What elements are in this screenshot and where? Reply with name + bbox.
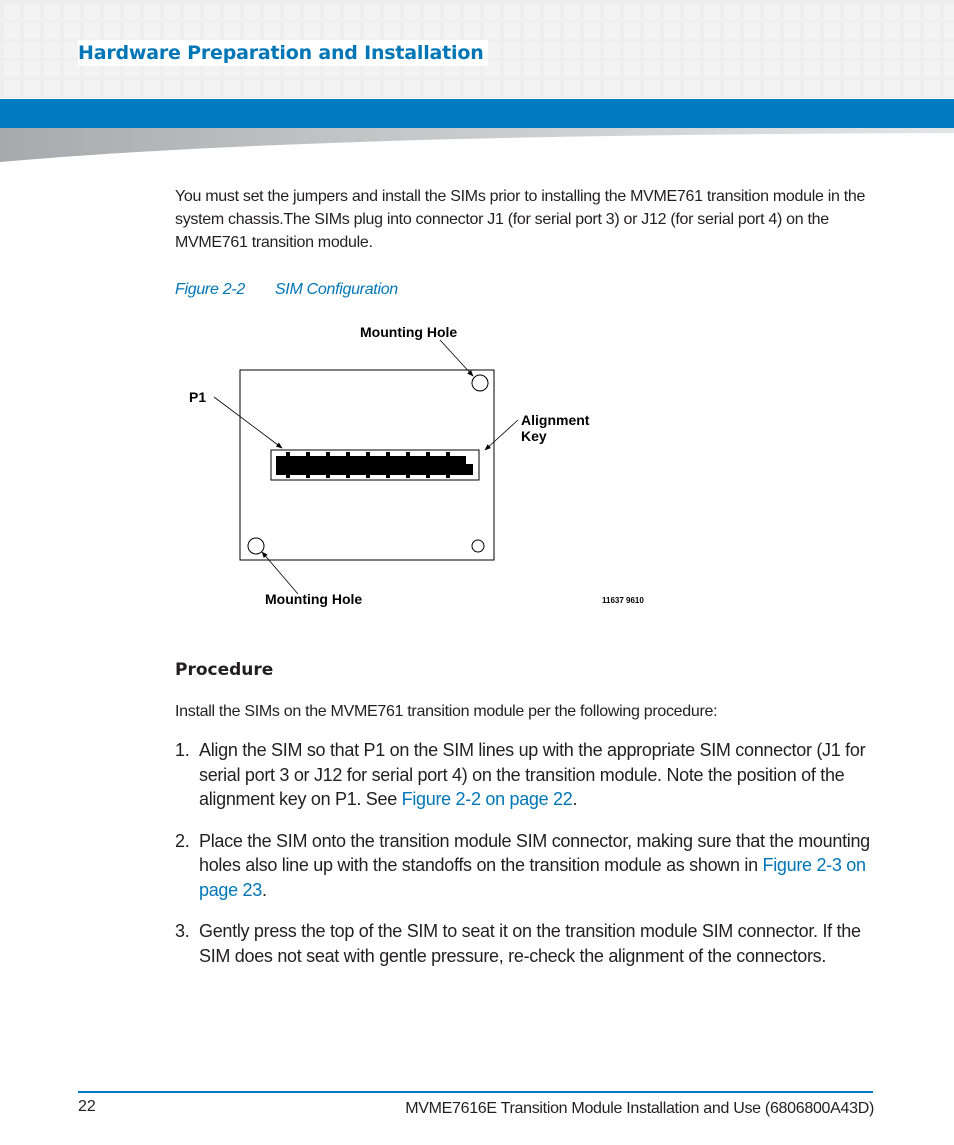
header-grid-square (784, 80, 800, 96)
label-alignment-key-line2: Key (521, 428, 547, 444)
header-grid-square (144, 4, 160, 20)
header-grid-square (564, 80, 580, 96)
figure-2-2-link[interactable]: Figure 2-2 on page 22 (401, 789, 573, 809)
step-number: 3. (175, 921, 190, 941)
header-grid-square (384, 23, 400, 39)
header-grid-square (824, 61, 840, 77)
header-grid-square (864, 61, 880, 77)
header-grid-square (584, 80, 600, 96)
header-grid-square (404, 80, 420, 96)
header-grid-square (884, 23, 900, 39)
mounting-hole-top-right (472, 375, 488, 391)
header-grid-square (704, 23, 720, 39)
header-grid-square (944, 4, 954, 20)
header-grid-square (424, 23, 440, 39)
header-grid-square (784, 23, 800, 39)
header-grid-square (584, 61, 600, 77)
header-grid-square (104, 80, 120, 96)
leader-p1 (214, 397, 282, 448)
header-grid-square (904, 61, 920, 77)
header-grid-square (924, 23, 940, 39)
header-grid-square (804, 61, 820, 77)
header-grid-square (944, 61, 954, 77)
header-grid-square (404, 23, 420, 39)
header-grid-square (524, 23, 540, 39)
header-grid-square (224, 23, 240, 39)
header-grid-square (804, 42, 820, 58)
header-grid-square (724, 4, 740, 20)
header-grid-square (284, 4, 300, 20)
p1-connector-body (276, 456, 473, 475)
procedure-heading: Procedure (175, 660, 274, 680)
step-text-end: . (261, 879, 267, 900)
header-grid-square (364, 4, 380, 20)
header-grid-square (344, 23, 360, 39)
header-blue-bar (0, 99, 954, 128)
header-grid-square (424, 80, 440, 96)
header-grid-square (284, 23, 300, 39)
header-grid-square (504, 61, 520, 77)
header-grid-square (264, 80, 280, 96)
leader-alignment-key (485, 420, 518, 450)
header-grid-square (804, 80, 820, 96)
header-grid-square (784, 61, 800, 77)
header-grid-square (604, 23, 620, 39)
header-grid-square (884, 42, 900, 58)
header-grid-square (304, 23, 320, 39)
document-title: MVME7616E Transition Module Installation and Use (6806800A43D) (405, 1100, 874, 1117)
header-grid-square (64, 23, 80, 39)
header-grid-square (24, 80, 40, 96)
header-grid-square (684, 23, 700, 39)
header-grid-square (844, 23, 860, 39)
header-grid-square (224, 4, 240, 20)
header-grid-square (424, 4, 440, 20)
mounting-hole-bottom-left (248, 538, 264, 554)
header-grid-square (864, 42, 880, 58)
header-grid-square (84, 80, 100, 96)
header-grid-square (204, 4, 220, 20)
header-grid-square (664, 61, 680, 77)
header-grid-square (844, 42, 860, 58)
header-grid-square (704, 42, 720, 58)
step-number: 1. (175, 740, 190, 760)
step-text: Align the SIM so that P1 on the SIM lines up with the appropriate SIM connector (J1 for serial port 3 or J12 for serial port 4) on the transition module. Note the position of the alignment key on P1. See (199, 740, 866, 809)
footer-rule (78, 1091, 873, 1093)
header-grid-square (844, 80, 860, 96)
header-grid-square (524, 42, 540, 58)
label-mounting-hole-top: Mounting Hole (360, 324, 458, 340)
label-p1: P1 (189, 389, 207, 405)
figure-2-3-link[interactable]: Figure 2-3 on page 23 (199, 855, 866, 900)
header-grid-square (544, 61, 560, 77)
header-grid-square (604, 61, 620, 77)
header-grid-square (24, 42, 40, 58)
header-grid-square (764, 42, 780, 58)
header-grid-square (624, 80, 640, 96)
header-grid-square (144, 23, 160, 39)
header-grid-square (24, 23, 40, 39)
header-grid-square (464, 80, 480, 96)
procedure-step-3 (175, 919, 875, 968)
header-grid-square (544, 42, 560, 58)
header-grid-square (504, 4, 520, 20)
header-grid-square (64, 80, 80, 96)
header-grid-square (924, 80, 940, 96)
header-grid-square (4, 42, 20, 58)
mounting-hole-bottom-right (472, 540, 484, 552)
header-grid-square (904, 42, 920, 58)
header-grid-square (464, 23, 480, 39)
header-grid-square (124, 4, 140, 20)
header-grid-square (604, 80, 620, 96)
header-grid-square (724, 23, 740, 39)
header-grid-square (184, 80, 200, 96)
header-grid-square (344, 80, 360, 96)
procedure-intro: Install the SIMs on the MVME761 transition module per the following procedure: (175, 703, 718, 720)
header-grid-square (824, 42, 840, 58)
header-grid-square (564, 4, 580, 20)
header-grid-square (504, 42, 520, 58)
header-grid-square (724, 61, 740, 77)
header-grid-square (624, 61, 640, 77)
header-grid-square (444, 23, 460, 39)
header-grid-square (324, 4, 340, 20)
header-grid-square (684, 61, 700, 77)
header-grid-square (164, 80, 180, 96)
header-grid-square (544, 80, 560, 96)
header-grid-square (884, 80, 900, 96)
header-grid-square (164, 4, 180, 20)
header-grid-square (624, 23, 640, 39)
header-grid-square (764, 23, 780, 39)
page-number: 22 (78, 1098, 96, 1115)
header-grid-square (444, 4, 460, 20)
header-grid-square (744, 80, 760, 96)
intro-paragraph: You must set the jumpers and install the SIMs prior to installing the MVME761 transition module in the system chassis.The SIMs plug into connector J1 (for serial port 3) or J12 (for serial port 4) on the MVME761 transition module. (175, 188, 866, 251)
label-alignment-key-line1: Alignment (521, 412, 590, 428)
header-grid-square (184, 4, 200, 20)
header-grid-square (664, 42, 680, 58)
header-grid-square (704, 4, 720, 20)
header-grid-square (744, 42, 760, 58)
header-grid-square (564, 42, 580, 58)
header-grid-square (644, 80, 660, 96)
header-grid-square (124, 23, 140, 39)
header-grid-square (824, 80, 840, 96)
header-grid-square (524, 80, 540, 96)
header-grid-square (544, 23, 560, 39)
header-grid-square (824, 23, 840, 39)
figure-caption (175, 281, 398, 299)
header-grid-square (724, 80, 740, 96)
header-grid-square (904, 23, 920, 39)
header-grid-square (224, 80, 240, 96)
header-grid-square (4, 23, 20, 39)
header-grid-square (244, 4, 260, 20)
header-grid-square (4, 4, 20, 20)
leader-mounting-hole-top (440, 340, 473, 376)
header-grid-square (24, 61, 40, 77)
header-grid-square (384, 4, 400, 20)
header-grid-square (944, 42, 954, 58)
header-grid-square (944, 80, 954, 96)
header-grid-square (704, 80, 720, 96)
header-grid-square (324, 23, 340, 39)
header-grid-square (924, 4, 940, 20)
step-number: 2. (175, 830, 190, 851)
procedure-step-2 (175, 829, 875, 903)
header-grid-square (884, 4, 900, 20)
header-grid-square (864, 23, 880, 39)
header-grid-square (364, 80, 380, 96)
step-text: Gently press the top of the SIM to seat it on the transition module SIM connector. If the SIM does not seat with gentle pressure, re-check the alignment of the connectors. (199, 921, 861, 966)
header-grid-square (24, 4, 40, 20)
step-text-end: . (572, 789, 578, 809)
header-grid-square (204, 23, 220, 39)
header-grid-square (584, 4, 600, 20)
header-grid-square (664, 4, 680, 20)
header-grid-square (884, 61, 900, 77)
header-grid-square (464, 4, 480, 20)
header-grid-square (684, 80, 700, 96)
header-grid-square (904, 80, 920, 96)
figure-number: Figure 2-2 (175, 281, 245, 298)
header-grid-square (124, 80, 140, 96)
sim-configuration-diagram (170, 310, 670, 620)
header-grid-square (604, 42, 620, 58)
header-grid-square (864, 80, 880, 96)
header-grid-square (824, 4, 840, 20)
header-grid-square (904, 4, 920, 20)
header-grid-square (744, 23, 760, 39)
header-grid-square (584, 23, 600, 39)
header-grid-square (744, 4, 760, 20)
header-grid-square (604, 4, 620, 20)
header-grid-square (84, 4, 100, 20)
header-grid-square (644, 42, 660, 58)
header-grid-square (444, 80, 460, 96)
header-grid-square (624, 4, 640, 20)
header-grid-square (684, 4, 700, 20)
figure-id: 11637 9610 (602, 596, 644, 605)
label-mounting-hole-bottom: Mounting Hole (265, 591, 363, 607)
header-grid-square (584, 42, 600, 58)
section-title: Hardware Preparation and Installation (78, 40, 488, 66)
header-grid-square (524, 4, 540, 20)
header-grid-square (244, 23, 260, 39)
header-grid-square (504, 80, 520, 96)
header-grid-square (144, 80, 160, 96)
header-grid-square (44, 80, 60, 96)
header-grid-square (44, 42, 60, 58)
header-grid-square (804, 4, 820, 20)
header-grid-square (924, 42, 940, 58)
header-grid-square (184, 23, 200, 39)
header-grid-square (564, 23, 580, 39)
step-text: Place the SIM onto the transition module SIM connector, making sure that the mounting holes also line up with the standoffs on the transition module as shown in (199, 830, 870, 875)
header-grid-square (704, 61, 720, 77)
header-grid-square (644, 23, 660, 39)
header-grid-square (644, 4, 660, 20)
figure-title: SIM Configuration (274, 281, 398, 298)
header-grid-square (944, 23, 954, 39)
header-grid-square (204, 80, 220, 96)
header-grid-square (364, 23, 380, 39)
procedure-step-1 (175, 738, 875, 812)
header-grid-square (484, 23, 500, 39)
header-grid-square (104, 23, 120, 39)
header-grid-square (44, 61, 60, 77)
leader-mounting-hole-bottom (262, 552, 298, 594)
header-grid-square (664, 80, 680, 96)
header-grid-square (264, 4, 280, 20)
header-grid-square (764, 80, 780, 96)
alignment-key-notch (466, 456, 473, 464)
header-grid-square (564, 61, 580, 77)
header-grid-square (264, 23, 280, 39)
header-grid-square (384, 80, 400, 96)
header-grid-square (864, 4, 880, 20)
header-grid-square (764, 61, 780, 77)
header-grid-square (84, 23, 100, 39)
header-grid-square (644, 61, 660, 77)
header-grid-square (484, 4, 500, 20)
header-grid-square (404, 4, 420, 20)
header-grid-square (304, 4, 320, 20)
header-grid-square (844, 4, 860, 20)
header-gray-swoosh (0, 128, 954, 164)
header-grid-square (304, 80, 320, 96)
header-grid-square (664, 23, 680, 39)
header-grid-square (624, 42, 640, 58)
header-grid-square (324, 80, 340, 96)
header-grid-square (4, 61, 20, 77)
header-grid-square (44, 23, 60, 39)
header-grid-square (64, 4, 80, 20)
header-grid-square (844, 61, 860, 77)
header-grid-square (284, 80, 300, 96)
header-grid-square (924, 61, 940, 77)
header-grid-square (504, 23, 520, 39)
header-grid-square (804, 23, 820, 39)
header-grid-square (764, 4, 780, 20)
header-grid-square (4, 80, 20, 96)
header-grid-square (744, 61, 760, 77)
header-grid-square (244, 80, 260, 96)
header-grid-square (104, 4, 120, 20)
header-grid-square (524, 61, 540, 77)
header-grid-square (484, 80, 500, 96)
header-grid-square (44, 4, 60, 20)
header-grid-square (784, 42, 800, 58)
header-grid-square (544, 4, 560, 20)
procedure-steps (175, 738, 875, 985)
header-grid-square (344, 4, 360, 20)
header-grid-square (724, 42, 740, 58)
header-grid-square (684, 42, 700, 58)
header-grid-square (164, 23, 180, 39)
header-grid-square (784, 4, 800, 20)
